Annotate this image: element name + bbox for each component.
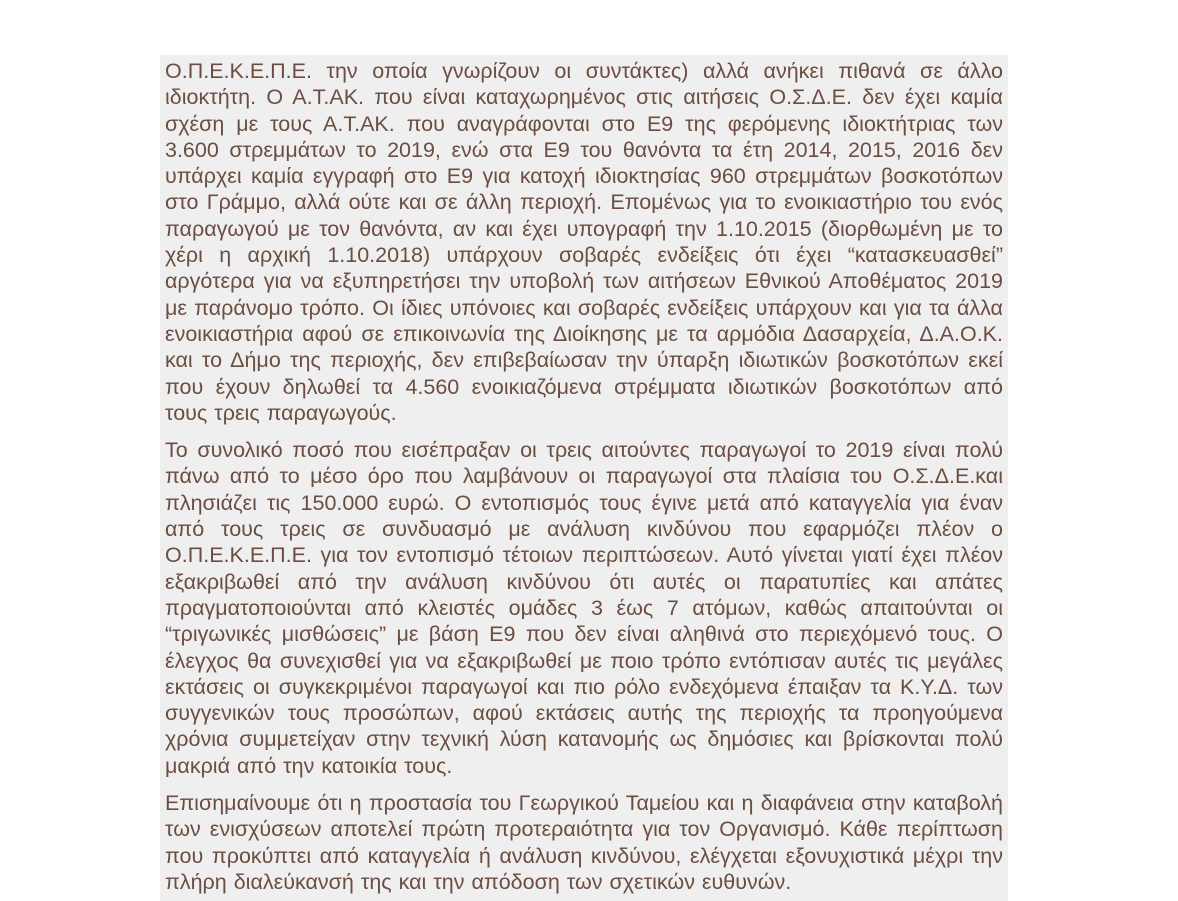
paragraph-3-clipped-line: εξονυχιστικά μέχρι την πλήρη διαλεύκανσή της και την απόδοση των σχετικών ευθυνών.	[165, 843, 1004, 894]
paragraph-3	[165, 790, 1003, 895]
paragraph-3-visible-text: Επισημαίνουμε ότι η προστασία του Γεωργικού Ταμείου και η διαφάνεια στην καταβολή των ενισχύσεων αποτελεί πρώτη προτεραιότητα για τον Οργανισμό. Κάθε περίπτωση που προκύπτει από καταγγελία ή ανάλυση κινδύνου, ελέγχεται	[165, 791, 1003, 868]
paragraph-1: Ο.Π.Ε.Κ.Ε.Π.Ε. την οποία γνωρίζουν οι συντάκτες) αλλά ανήκει πιθανά σε άλλο ιδιοκτήτη. Ο Α.Τ.ΑΚ. που είναι καταχωρημένος στις αιτήσεις Ο.Σ.Δ.Ε. δεν έχει καμία σχέση με τους Α.Τ.ΑΚ. που αναγράφονται στο Ε9 της φερόμενης ιδιοκτήτριας των 3.600 στρεμμάτων το 2019, ενώ στα Ε9 του θανόντα τα έτη 2014, 2015, 2016 δεν υπάρχει καμία εγγραφή στο Ε9 για κατοχή ιδιοκτησίας 960 στρεμμάτων βοσκοτόπων στο Γράμμο, αλλά ούτε και σε άλλη περιοχή. Επομένως για το ενοικιαστήριο του ενός παραγωγού με τον θανόντα, αν και έχει υπογραφή την 1.10.2015 (διορθωμένη με το χέρι η αρχική 1.10.2018) υπάρχουν σοβαρές ενδείξεις ότι έχει “κατασκευασθεί” αργότερα για να εξυπηρετήσει την υποβολή των αιτήσεων Εθνικού Αποθέματος 2019 με παράνομο τρόπο. Οι ίδιες υπόνοιες και σοβαρές ενδείξεις υπάρχουν και για τα άλλα ενοικιαστήρια αφού σε επικοινωνία της Διοίκησης με τα αρμόδια Δασαρχεία, Δ.Α.Ο.Κ. και το Δήμο της περιοχής, δεν επιβεβαίωσαν την ύπαρξη ιδιωτικών βοσκοτόπων εκεί που έχουν δηλωθεί τα 4.560 ενοικιαζόμενα στρέμματα ιδιωτικών βοσκοτόπων από τους τρεις παραγωγούς.	[165, 59, 1003, 425]
paragraph-2: Το συνολικό ποσό που εισέπραξαν οι τρεις αιτούντες παραγωγοί το 2019 είναι πολύ πάνω από το μέσο όρο που λαμβάνουν οι παραγωγοί στα πλαίσια του Ο.Σ.Δ.Ε.και πλησιάζει τις 150.000 ευρώ. Ο εντοπισμός τους έγινε μετά από καταγγελία για έναν από τους τρεις σε συνδυασμό με ανάλυση κινδύνου που εφαρμόζει πλέον ο Ο.Π.Ε.Κ.Ε.Π.Ε. για τον εντοπισμό τέτοιων περιπτώσεων. Αυτό γίνεται γιατί έχει πλέον εξακριβωθεί από την ανάλυση κινδύνου ότι αυτές οι παρατυπίες και απάτες πραγματοποιούνται από κλειστές ομάδες 3 έως 7 ατόμων, καθώς απαιτούνται οι “τριγωνικές μισθώσεις” με βάση Ε9 που δεν είναι αληθινά στο περιεχόμενό τους. Ο έλεγχος θα συνεχισθεί για να εξακριβωθεί με ποιο τρόπο εντόπισαν αυτές τις μεγάλες εκτάσεις οι συγκεκριμένοι παραγωγοί και πιο ρόλο ενδεχόμενα έπαιξαν τα Κ.Υ.Δ. των συγγενικών τους προσώπων, αφού εκτάσεις αυτής της περιοχής τα προηγούμενα χρόνια συμμετείχαν στην τεχνική λύση κατανομής ως δημόσιες και βρίσκονται πολύ μακριά από την κατοικία τους.	[165, 438, 1003, 778]
article-text-block	[160, 55, 1008, 901]
